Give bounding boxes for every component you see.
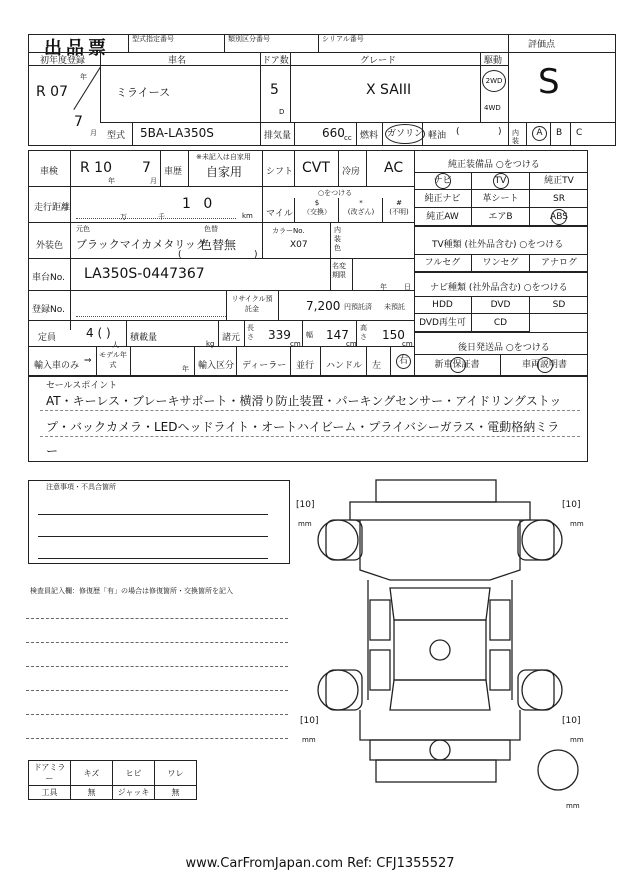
inspector-line bbox=[26, 666, 288, 667]
tire-spare-unit: mm bbox=[566, 802, 580, 810]
height-value: 150 bbox=[382, 328, 405, 342]
front-bumper bbox=[376, 480, 496, 502]
trunk bbox=[370, 740, 510, 760]
chassis-value: LA350S-0447367 bbox=[84, 266, 205, 282]
navi-item: SD bbox=[530, 296, 588, 314]
footer-ref: www.CarFromJapan.com Ref: CFJ1355527 bbox=[185, 856, 455, 871]
page-title: 出品票 bbox=[44, 38, 110, 59]
capacity-unit: 人 bbox=[112, 341, 119, 349]
navi-item: DVD再生可 bbox=[414, 314, 472, 332]
drive-4wd: 4WD bbox=[484, 104, 501, 112]
caution-box bbox=[28, 480, 290, 564]
name-change-day: 日 bbox=[404, 283, 411, 291]
tamper: * (改ざん) bbox=[347, 199, 375, 216]
mileage-km: km bbox=[242, 212, 253, 220]
model-code-label: 型式指定番号 bbox=[132, 35, 174, 43]
color-no-value: X07 bbox=[290, 240, 308, 250]
fuel-value: ガソリン bbox=[385, 124, 425, 144]
history-label: 車歴 bbox=[164, 167, 183, 177]
mileage-label: 走行距離 bbox=[34, 203, 71, 213]
inspection-month-suffix: 月 bbox=[150, 177, 157, 185]
height-cm: cm bbox=[402, 340, 413, 348]
rear-left-tire bbox=[318, 670, 358, 710]
docs-item: 車両説明書 bbox=[501, 354, 588, 376]
sales-line-1: AT・キーレス・ブレーキサポート・横滑り防止装置・パーキングセンサー・アイドリングストッ bbox=[46, 394, 562, 408]
mileage-sen: 千 bbox=[158, 213, 165, 221]
front-left-tire bbox=[318, 520, 358, 560]
navi-item: CD bbox=[472, 314, 530, 332]
recycle-unit: 円預託済 bbox=[344, 303, 372, 311]
inspector-line bbox=[26, 618, 288, 619]
eval-label: 評価点 bbox=[528, 40, 556, 50]
equip-item: ナビ bbox=[414, 172, 472, 190]
serial-label: シリアル番号 bbox=[322, 35, 364, 43]
recycle-no: 未預託 bbox=[384, 303, 405, 311]
load-label: 積載量 bbox=[130, 333, 158, 343]
ac-label: 冷房 bbox=[342, 167, 361, 177]
inspector-lines bbox=[26, 600, 288, 750]
tire-rl-value: [10] bbox=[300, 716, 319, 726]
dealer-option: ディーラー bbox=[242, 361, 287, 371]
acc-h0: ドアミラー bbox=[29, 761, 71, 786]
length-cm: cm bbox=[290, 340, 301, 348]
color-label: 外装色 bbox=[36, 241, 64, 251]
accessories-table bbox=[28, 760, 197, 800]
acc-r1: 無 bbox=[71, 786, 113, 800]
inspector-line bbox=[26, 714, 288, 715]
right-front-door bbox=[490, 600, 510, 640]
interior-c: C bbox=[576, 128, 583, 138]
acc-h2: ヒビ bbox=[113, 761, 155, 786]
unknown: # (不明) bbox=[389, 199, 409, 216]
inspector-line bbox=[26, 642, 288, 643]
color-value: ブラックマイカメタリック bbox=[76, 238, 207, 251]
inspector-label: 検査員記入欄：修復歴「有」の場合は修復箇所・交換箇所を記入 bbox=[30, 587, 233, 595]
car-name: ミライース bbox=[116, 86, 171, 99]
width-cm: cm bbox=[346, 340, 357, 348]
navi-title: ナビ種類 (社外品含む) ○をつける bbox=[430, 283, 568, 293]
right-rear-door bbox=[490, 650, 510, 690]
mileage-value: 1 0 bbox=[182, 196, 217, 212]
docs-item: 新車保証書 bbox=[414, 354, 501, 376]
rear-right-tire bbox=[522, 670, 562, 710]
ac-value: AC bbox=[384, 160, 404, 176]
equip-item: 純正ナビ bbox=[414, 190, 472, 208]
disp-value: 660 bbox=[322, 126, 345, 140]
tv-item: フルセグ bbox=[414, 254, 472, 272]
capacity-label: 定員 bbox=[38, 333, 57, 343]
selected-mark bbox=[551, 209, 567, 225]
front-right-fender bbox=[518, 520, 554, 560]
equip-item: SR bbox=[530, 190, 588, 208]
inspection-value: R 10 bbox=[80, 160, 112, 176]
tire-rr-unit: mm bbox=[570, 736, 584, 744]
caution-label: 注意事項・不具合箇所 bbox=[46, 483, 116, 491]
model-value: 5BA-LA350S bbox=[140, 126, 214, 140]
tv-title: TV種類 (社外品含む) ○をつける bbox=[432, 240, 564, 250]
equip-item: 純正AW bbox=[414, 208, 472, 226]
tire-rl-unit: mm bbox=[302, 736, 316, 744]
tv-item: ワンセグ bbox=[472, 254, 530, 272]
acc-h3: ワレ bbox=[155, 761, 197, 786]
spare-tire bbox=[538, 750, 578, 790]
door-sub: D bbox=[279, 108, 285, 116]
color-no-label: カラーNo. bbox=[272, 227, 305, 235]
front-panel bbox=[350, 502, 530, 520]
import-class-label: 輸入区分 bbox=[198, 361, 235, 371]
light-oil: 軽油 bbox=[428, 131, 447, 141]
equipment-title: 純正装備品 ○をつける bbox=[448, 160, 540, 170]
acc-r2: ジャッキ bbox=[113, 786, 155, 800]
tire-fr-unit: mm bbox=[570, 520, 584, 528]
tv-grid bbox=[414, 254, 588, 272]
name-change-year: 年 bbox=[380, 283, 387, 291]
equip-item: エアB bbox=[472, 208, 530, 226]
repaint-value: 色替無 bbox=[200, 238, 237, 252]
rear-right-fender bbox=[518, 670, 554, 710]
docs-title: 後日発送品 ○をつける bbox=[458, 343, 550, 353]
inspection-year: 年 bbox=[108, 177, 115, 185]
acc-h1: キズ bbox=[71, 761, 113, 786]
width-label: 幅 bbox=[306, 331, 313, 339]
inspection-month: 7 bbox=[142, 160, 151, 176]
mileage-man: 万 bbox=[120, 213, 127, 221]
roof bbox=[394, 620, 486, 680]
grade: X SAIII bbox=[366, 82, 412, 98]
equipment-grid bbox=[414, 172, 588, 226]
import-label: 輸入車のみ bbox=[34, 361, 80, 371]
shift-label: シフト bbox=[266, 167, 294, 177]
interior-color-label: 内装色 bbox=[334, 226, 341, 252]
tire-fl-value: [10] bbox=[296, 500, 315, 510]
model-label: 型式 bbox=[107, 131, 126, 141]
equip-item: TV bbox=[472, 172, 530, 190]
rear-bumper bbox=[376, 760, 496, 782]
tire-fl-unit: mm bbox=[298, 520, 312, 528]
check-note: ○をつける bbox=[318, 189, 353, 197]
navi-item: HDD bbox=[414, 296, 472, 314]
roof-center bbox=[430, 640, 450, 660]
left-front-door bbox=[370, 600, 390, 640]
selected-mark bbox=[450, 357, 466, 373]
recycle-label: リサイクル預託金 bbox=[231, 295, 273, 313]
tire-rr-value: [10] bbox=[562, 716, 581, 726]
equip-item: ABS bbox=[530, 208, 588, 226]
selected-mark bbox=[537, 357, 553, 373]
windshield bbox=[390, 588, 490, 620]
reg-label: 登録No. bbox=[32, 305, 65, 315]
month-suffix: 月 bbox=[90, 129, 97, 137]
inspection-label: 車検 bbox=[40, 167, 59, 177]
history-note: ※未記入は自家用 bbox=[196, 153, 251, 161]
handle-left: 左 bbox=[372, 361, 382, 371]
name-change-label: 名変期限 bbox=[332, 262, 346, 279]
grade-label: グレード bbox=[360, 56, 397, 66]
navi-grid bbox=[414, 296, 588, 332]
equip-item: 革シート bbox=[472, 190, 530, 208]
interior-a: A bbox=[532, 126, 547, 141]
car-name-label: 車名 bbox=[168, 56, 187, 66]
year-suffix: 年 bbox=[80, 73, 87, 81]
acc-r3: 無 bbox=[155, 786, 197, 800]
drive-2wd: 2WD bbox=[482, 70, 506, 92]
sales-label: セールスポイント bbox=[46, 381, 118, 391]
length-value: 339 bbox=[268, 328, 291, 342]
navi-item: DVD bbox=[472, 296, 530, 314]
mile-label: マイル bbox=[266, 209, 293, 219]
first-reg-era: R 07 bbox=[36, 84, 68, 100]
disp-unit: cc bbox=[344, 134, 352, 142]
height-label: 高さ bbox=[360, 324, 367, 341]
sales-line-2: プ・バックカメラ・LEDヘッドライト・オートハイビーム・プライバシーガラス・電動格納ミラ bbox=[46, 420, 560, 434]
tire-fr-value: [10] bbox=[562, 500, 581, 510]
first-reg-month: 7 bbox=[74, 114, 83, 130]
exchange: $ （交換） bbox=[303, 199, 331, 216]
dim-label: 諸元 bbox=[222, 333, 241, 343]
eval-score: S bbox=[538, 62, 560, 102]
model-year-label: モデル年式 bbox=[99, 351, 127, 369]
sales-line-3: ー bbox=[46, 444, 59, 458]
width-value: 147 bbox=[326, 328, 349, 342]
reg-boxes bbox=[76, 294, 226, 317]
disp-label: 排気量 bbox=[264, 131, 292, 141]
interior-label: 内装 bbox=[512, 129, 519, 145]
equip-item: 純正TV bbox=[530, 172, 588, 190]
repaint-label: 色替 bbox=[204, 225, 218, 233]
parallel-option: 並行 bbox=[296, 361, 315, 371]
rear-center bbox=[430, 740, 450, 760]
first-reg-label: 初年度登録 bbox=[40, 56, 86, 66]
handle-label: ハンドル bbox=[326, 361, 363, 371]
recycle-value: 7,200 bbox=[306, 299, 341, 313]
chassis-label: 車台No. bbox=[32, 273, 65, 283]
fuel-label: 燃料 bbox=[360, 131, 379, 141]
tv-item: アナログ bbox=[530, 254, 588, 272]
selected-mark bbox=[435, 173, 451, 189]
orig-color-label: 元色 bbox=[76, 225, 90, 233]
door-label: ドア数 bbox=[262, 56, 289, 66]
rear-left-fender bbox=[326, 670, 362, 710]
rear-panel bbox=[360, 710, 520, 740]
hood bbox=[360, 520, 520, 580]
acc-r0: 工具 bbox=[29, 786, 71, 800]
inspector-line bbox=[26, 738, 288, 739]
rear-window bbox=[390, 680, 490, 710]
load-kg: kg bbox=[206, 340, 215, 348]
handle-right: 右 bbox=[396, 354, 411, 369]
length-label: 長さ bbox=[247, 324, 254, 341]
left-rear-door bbox=[370, 650, 390, 690]
interior-b: B bbox=[556, 128, 563, 138]
docs-grid bbox=[414, 354, 588, 376]
inspector-line bbox=[26, 690, 288, 691]
front-left-fender bbox=[326, 520, 362, 560]
shift-value: CVT bbox=[302, 160, 330, 176]
selected-mark bbox=[493, 173, 509, 189]
drive-label: 駆動 bbox=[484, 56, 503, 66]
history-value: 自家用 bbox=[206, 165, 243, 179]
front-right-tire bbox=[522, 520, 562, 560]
doors: 5 bbox=[270, 82, 279, 98]
capacity-value: 4 ( ) bbox=[86, 326, 111, 340]
class-label: 類別区分番号 bbox=[228, 35, 270, 43]
